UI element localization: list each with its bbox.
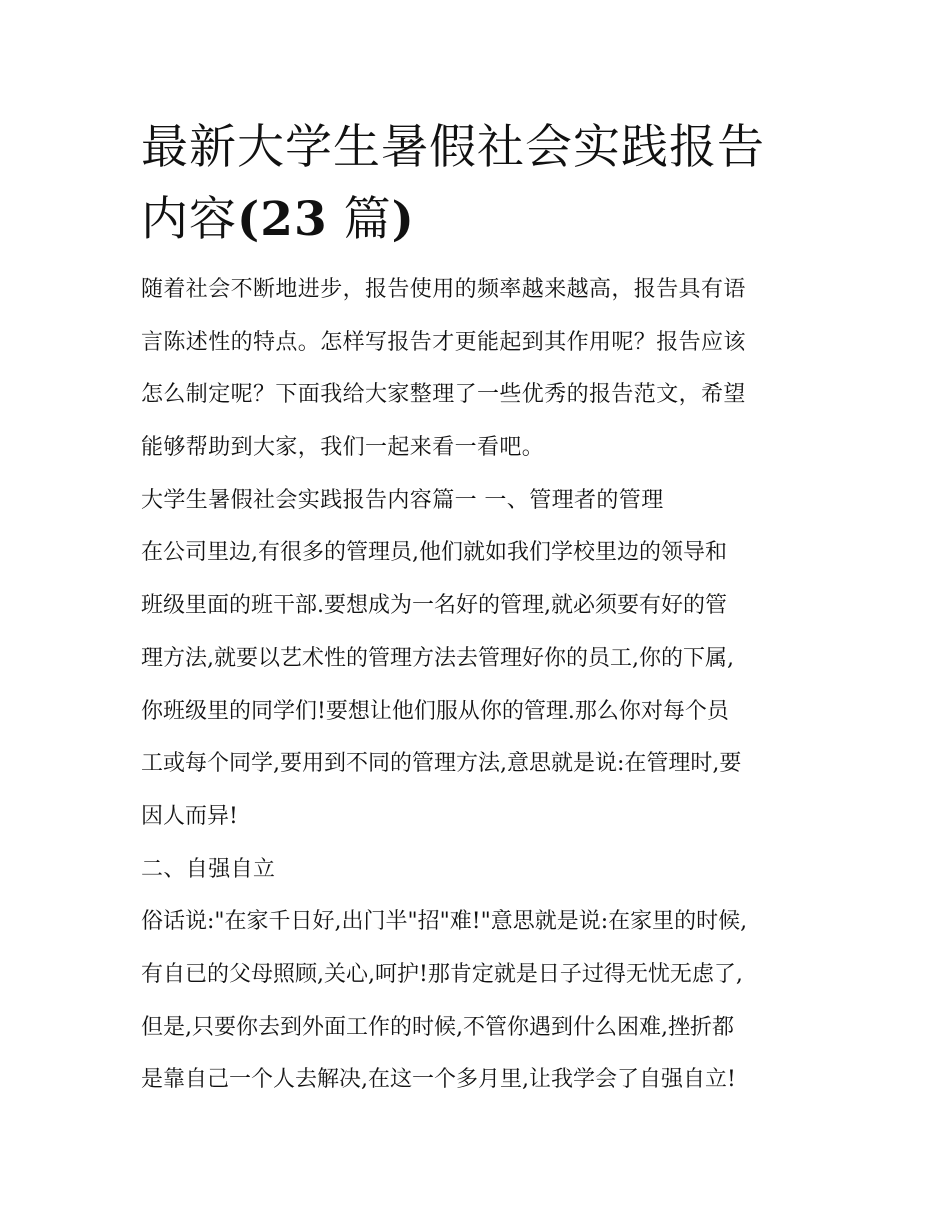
paragraph-1-line-3: 理方法,就要以艺术性的管理方法去管理好你的员工,你的下属, <box>141 645 734 671</box>
intro-line-3: 怎么制定呢？下面我给大家整理了一些优秀的报告范文，希望 <box>141 382 746 408</box>
paragraph-1-line-2: 班级里面的班干部.要想成为一名好的管理,就必须要有好的管 <box>141 593 727 619</box>
section-heading-2: 二、自强自立 <box>141 856 276 882</box>
title-unit: 篇 <box>327 192 392 247</box>
paragraph-1-line-6: 因人而异! <box>141 803 238 829</box>
paragraph-1-line-5: 工或每个同学,要用到不同的管理方法,意思就是说:在管理时,要 <box>141 751 742 777</box>
paragraph-2-line-1: 俗话说:"在家千日好,出门半"招"难!"意思就是说:在家里的时候, <box>141 909 748 935</box>
title-prefix: 内容 <box>141 192 237 247</box>
intro-line-4: 能够帮助到大家，我们一起来看一看吧。 <box>141 435 545 461</box>
title-close-paren: ) <box>391 192 415 247</box>
paragraph-2-line-2: 有自已的父母照顾,关心,呵护!那肯定就是日子过得无忧无虑了, <box>141 961 743 987</box>
paragraph-1-line-4: 你班级里的同学们!要想让他们服从你的管理.那么你对每个员 <box>141 698 729 724</box>
document-body <box>141 264 813 1107</box>
intro-line-2: 言陈述性的特点。怎样写报告才更能起到其作用呢？报告应该 <box>141 329 746 355</box>
section-heading-1: 大学生暑假社会实践报告内容篇一 一、管理者的管理 <box>141 487 664 513</box>
document-page <box>141 112 813 1107</box>
title-count: (23 <box>237 192 328 247</box>
document-title-line-1: 最新大学生暑假社会实践报告 <box>141 120 765 175</box>
intro-line-1: 随着社会不断地进步，报告使用的频率越来越高，报告具有语 <box>141 277 746 302</box>
document-title-line-2 <box>141 184 813 256</box>
paragraph-2-line-4: 是靠自己一个人去解决,在这一个多月里,让我学会了自强自立! <box>141 1067 736 1093</box>
paragraph-1-line-1: 在公司里边,有很多的管理员,他们就如我们学校里边的领导和 <box>141 540 727 566</box>
paragraph-2-line-3: 但是,只要你去到外面工作的时候,不管你遇到什么困难,挫折都 <box>141 1014 734 1040</box>
